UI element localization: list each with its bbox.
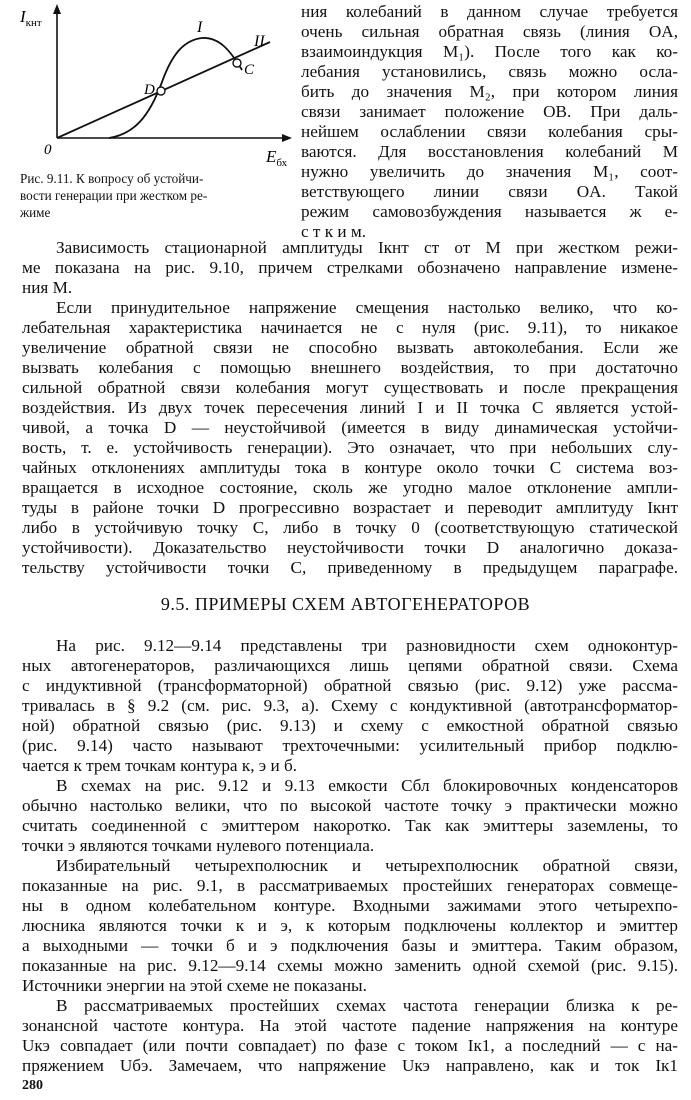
x-axis-label: $E_{бх}$ <box>266 147 288 169</box>
text-line: Зависимость стационарной амплитуды Iкнт ст от M при жестком режи- <box>56 238 678 257</box>
text-line: увеличение обратной связи не способно вызвать автоколебания. Если же <box>22 338 678 357</box>
point-C-label: C <box>244 62 255 78</box>
text-line: ных автогенераторов, различающихся лишь цепями обратной связи. Схема <box>22 656 678 675</box>
text-line: ной) обратной связью (рис. 9.13) и схему с емкостной обратной связью <box>22 716 678 735</box>
caption-line: вости генерации при жестком ре- <box>20 188 208 203</box>
text-line: взаимоиндукция M₁). После того как ко- <box>301 42 678 61</box>
text-line: очень сильная обратная связь (линия OA, <box>301 22 678 41</box>
x-axis-arrow-icon <box>282 134 292 142</box>
text-line: сильной обратной связи колебания могут существовать и после прекращения <box>22 378 678 397</box>
text-line: ния колебаний в данном случае требуется <box>301 2 678 21</box>
section-heading: 9.5. ПРИМЕРЫ СХЕМ АВТОГЕНЕРАТОРОВ <box>160 594 531 614</box>
origin-label: 0 <box>44 142 52 158</box>
text-line: ваются. Для восстановления колебаний M <box>301 142 678 161</box>
y-axis-label: $I_{кнт}$ <box>20 7 42 29</box>
text-line: ме показана на рис. 9.10, причем стрелками обозначено направление измене- <box>22 258 678 277</box>
curve-I <box>109 38 242 138</box>
text-line: лебания установились, связь можно осла- <box>301 62 678 81</box>
page-number: 280 <box>22 1078 43 1093</box>
text-line: тривалась в § 9.2 (см. рис. 9.3, а). Схему с кондуктивной (автотрансформатор- <box>22 696 678 715</box>
figure-9-11 <box>14 2 304 172</box>
text-line: чается к трем точкам контура к, э и б. <box>22 756 298 775</box>
text-line: ветствующего линии связи OA. Такой <box>301 182 678 201</box>
text-line: ния M. <box>22 278 73 297</box>
y-axis-arrow-icon <box>53 4 61 14</box>
text-line: бить до значения M₂, при котором линия <box>301 82 678 101</box>
caption-line: Рис. 9.11. К вопросу об устойчи- <box>20 171 204 186</box>
text-line: (рис. 9.14) часто называют трехточечными: усилительный прибор подклю- <box>22 736 678 755</box>
text-line: вость, т. е. устойчивость генерации). Это означает, что при небольших слу- <box>22 438 678 457</box>
text-line: Если принудительное напряжение смещения настолько велико, что ко- <box>56 298 678 317</box>
text-line: с т к и м. <box>301 222 367 241</box>
figure-caption <box>20 170 282 221</box>
text-line: В рассматриваемых простейших схемах частота генерации близка к ре- <box>56 996 678 1015</box>
text-line: обычно настолько велики, что по высокой частоте точку э практически можно <box>22 796 678 815</box>
line-II-label: II <box>254 33 265 50</box>
point-D-label: D <box>144 82 155 98</box>
text-line: связи занимает положение OB. При даль- <box>301 102 678 121</box>
text-line: зонансной частоте контура. На этой частоте падение напряжения на контуре <box>22 1016 678 1035</box>
point-D <box>157 87 165 95</box>
text-line: точки э являются точками нулевого потенциала. <box>22 836 375 855</box>
text-line: воздействия. Из двух точек пересечения линий I и II точка C является устой- <box>22 398 678 417</box>
text-line: туды в районе точки D прогрессивно возрастает и переводит амплитуду Iкнт <box>22 498 678 517</box>
curve-I-label: I <box>197 19 203 36</box>
text-line: либо в устойчивую точку C, либо в точку 0 (соответствующую статической <box>22 518 678 537</box>
caption-line: жиме <box>20 205 51 220</box>
text-line: чайных отклонениях амплитуды тока в контуре около точки C система воз- <box>22 458 678 477</box>
text-line: чивой, а точка D — неустойчивой (имеется в виду динамическая устойчи- <box>22 418 678 437</box>
text-line: люсника являются точки к и э, к которым подключены коллектор и эмиттер <box>22 916 678 935</box>
text-line: пряжением Uбэ. Замечаем, что напряжение Uкэ направлено, как и ток Iк1 <box>22 1056 678 1075</box>
text-line: нужно увеличить до значения M₁, соот- <box>301 162 678 181</box>
text-line: вращается в исходное состояние, сколь же угодно малое отклонение ампли- <box>22 478 678 497</box>
text-line: с индуктивной (трансформаторной) обратной связью (рис. 9.12) уже рассма- <box>22 676 678 695</box>
text-line: лебательная характеристика начинается не с нуля (рис. 9.11), то никакое <box>22 318 678 337</box>
text-line: считать соединенной с эмиттером накоротко. Так как эмиттеры заземлены, то <box>22 816 678 835</box>
text-line: режим самовозбуждения называется ж е- <box>301 202 678 221</box>
text-line: Источники энергии на этой схеме не показаны. <box>22 976 367 995</box>
text-line: нейшем ослаблении связи колебания сры- <box>301 122 678 141</box>
text-line: В схемах на рис. 9.12 и 9.13 емкости Cбл блокировочных конденсаторов <box>56 776 678 795</box>
text-line: показанные на рис. 9.12—9.14 схемы можно заменить одной схемой (рис. 9.15). <box>22 956 678 975</box>
text-line: На рис. 9.12—9.14 представлены три разновидности схем одноконтур- <box>56 636 678 655</box>
text-line: показанные на рис. 9.1, в рассматриваемых простейших генераторах совмеще- <box>22 876 678 895</box>
text-line: устойчивости). Доказательство неустойчивости точки D аналогично доказа- <box>22 538 678 557</box>
text-line: Uкэ совпадает (или почти совпадает) по фазе с током Iк1, а последний — с на- <box>22 1036 678 1055</box>
point-C <box>233 59 241 67</box>
text-line: тельству устойчивости точки C, приведенному в предыдущем параграфе. <box>22 558 678 577</box>
text-line: вызвать колебания с помощью внешнего воздействия, то при достаточно <box>22 358 678 377</box>
text-line: Избирательный четырехполюсник и четырехполюсник обратной связи, <box>56 856 678 875</box>
text-line: а выходными — точки б и э подключения базы и эмиттера. Таким образом, <box>22 936 678 955</box>
text-line: ны в одном колебательном контуре. Входными зажимами этого четырехпо- <box>22 896 678 915</box>
